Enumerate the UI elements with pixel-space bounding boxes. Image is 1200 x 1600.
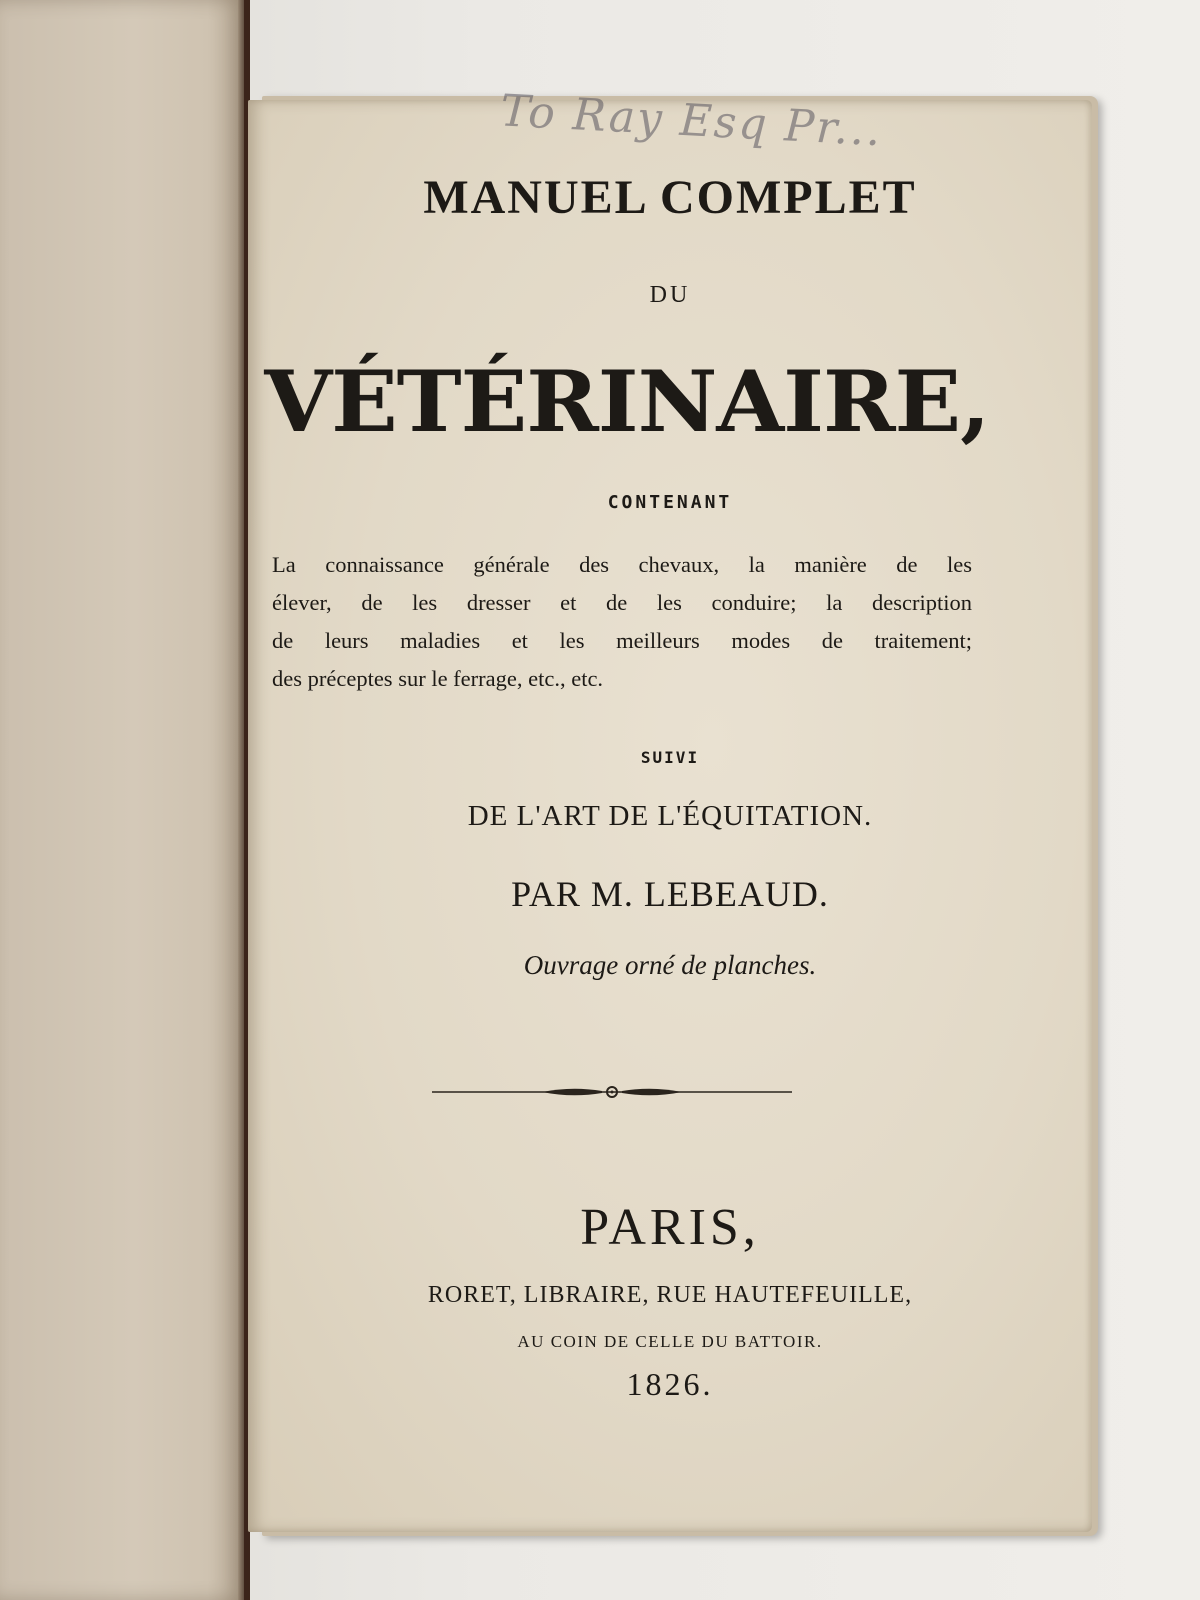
illustrations-note: Ouvrage orné de planches. xyxy=(523,950,817,980)
description-block xyxy=(272,546,972,698)
title-page xyxy=(248,85,1092,1532)
author-line: PAR M. LEBEAUD. xyxy=(511,874,829,914)
description-line: élever, de les dresser et de les conduire; la description xyxy=(272,590,972,615)
ornamental-rule xyxy=(432,1080,792,1104)
book-subject: VÉTÉRINAIRE, xyxy=(264,352,990,451)
contenant-label: CONTENANT xyxy=(607,492,733,513)
description-line: La connaissance générale des chevaux, la manière de les xyxy=(272,552,972,577)
handwritten-inscription: To Ray Esq Pr... xyxy=(499,85,884,157)
book-title: MANUEL COMPLET xyxy=(423,171,917,224)
suivi-label: SUIVI xyxy=(640,748,700,767)
publication-year: 1826. xyxy=(626,1366,714,1402)
publisher-line: RORET, LIBRAIRE, RUE HAUTEFEUILLE, xyxy=(427,1282,913,1308)
title-connector: DU xyxy=(649,282,691,308)
second-work-title: DE L'ART DE L'ÉQUITATION. xyxy=(467,800,873,832)
publication-city: PARIS, xyxy=(580,1199,760,1256)
description-line: des préceptes sur le ferrage, etc., etc. xyxy=(272,666,604,691)
publisher-address: AU COIN DE CELLE DU BATTOIR. xyxy=(517,1332,823,1351)
description-line: de leurs maladies et les meilleurs modes de traitement; xyxy=(272,628,972,653)
left-endpaper xyxy=(0,0,244,1600)
